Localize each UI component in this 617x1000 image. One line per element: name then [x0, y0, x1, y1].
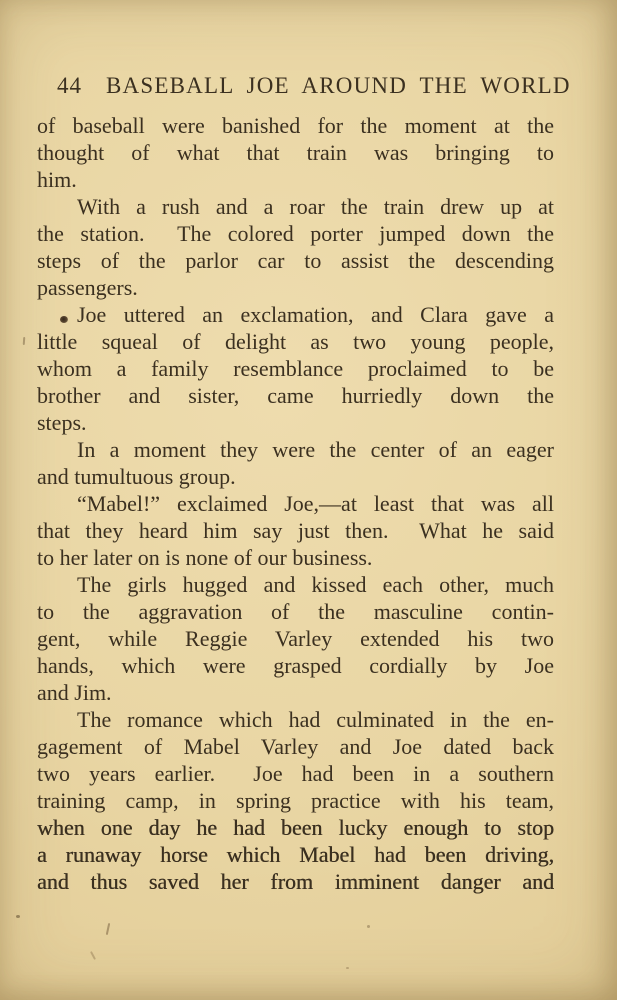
- text-line: to her later on is none of our business.: [37, 545, 373, 570]
- ink-speck: [106, 923, 110, 935]
- text-line: The girls hugged and kissed each other, much: [77, 572, 554, 597]
- ink-speck: [367, 925, 370, 928]
- paragraph: [37, 112, 554, 193]
- text-line: training camp, in spring practice with his team,: [37, 788, 554, 813]
- ink-speck: [16, 915, 20, 918]
- paragraph: [37, 571, 554, 706]
- running-head: [57, 73, 571, 99]
- ink-speck: [90, 951, 96, 960]
- ink-speck: [346, 967, 349, 969]
- text-line: two years earlier. Joe had been in a southern: [37, 761, 554, 786]
- text-line: little squeal of delight as two young people,: [37, 329, 554, 354]
- paragraph: [37, 301, 554, 436]
- page-number: 44: [57, 73, 82, 98]
- text-line: gent, while Reggie Varley extended his two: [37, 626, 554, 651]
- paragraph: [37, 193, 554, 301]
- text-line: thought of what that train was bringing to: [37, 140, 554, 165]
- text-line: The romance which had culminated in the en-: [77, 707, 554, 732]
- text-line: “Mabel!” exclaimed Joe,—at least that was all: [77, 491, 554, 516]
- text-line: hands, which were grasped cordially by Joe: [37, 653, 554, 678]
- body-text: [37, 112, 554, 895]
- text-line: With a rush and a roar the train drew up at: [77, 194, 554, 219]
- running-title: BASEBALL JOE AROUND THE WORLD: [106, 73, 571, 98]
- text-line: passengers.: [37, 275, 138, 300]
- text-line: and thus saved her from imminent danger and: [37, 869, 554, 894]
- paragraph: [37, 490, 554, 571]
- text-line: steps of the parlor car to assist the descending: [37, 248, 554, 273]
- text-line: Joe uttered an exclamation, and Clara gave a: [77, 302, 554, 327]
- text-line: and tumultuous group.: [37, 464, 236, 489]
- text-line: gagement of Mabel Varley and Joe dated back: [37, 734, 554, 759]
- text-line: when one day he had been lucky enough to stop: [37, 815, 554, 840]
- text-line: that they heard him say just then. What he said: [37, 518, 554, 543]
- text-line: and Jim.: [37, 680, 112, 705]
- text-line: to the aggravation of the masculine contin-: [37, 599, 554, 624]
- text-line: whom a family resemblance proclaimed to be: [37, 356, 554, 381]
- paragraph: [37, 436, 554, 490]
- text-line: a runaway horse which Mabel had been driving,: [37, 842, 554, 867]
- paragraph: [37, 706, 554, 895]
- text-line: of baseball were banished for the moment at the: [37, 113, 554, 138]
- text-line: the station. The colored porter jumped down the: [37, 221, 554, 246]
- text-line: steps.: [37, 410, 87, 435]
- text-line: him.: [37, 167, 77, 192]
- ink-speck: [23, 337, 26, 345]
- text-line: brother and sister, came hurriedly down the: [37, 383, 554, 408]
- text-line: In a moment they were the center of an eager: [77, 437, 554, 462]
